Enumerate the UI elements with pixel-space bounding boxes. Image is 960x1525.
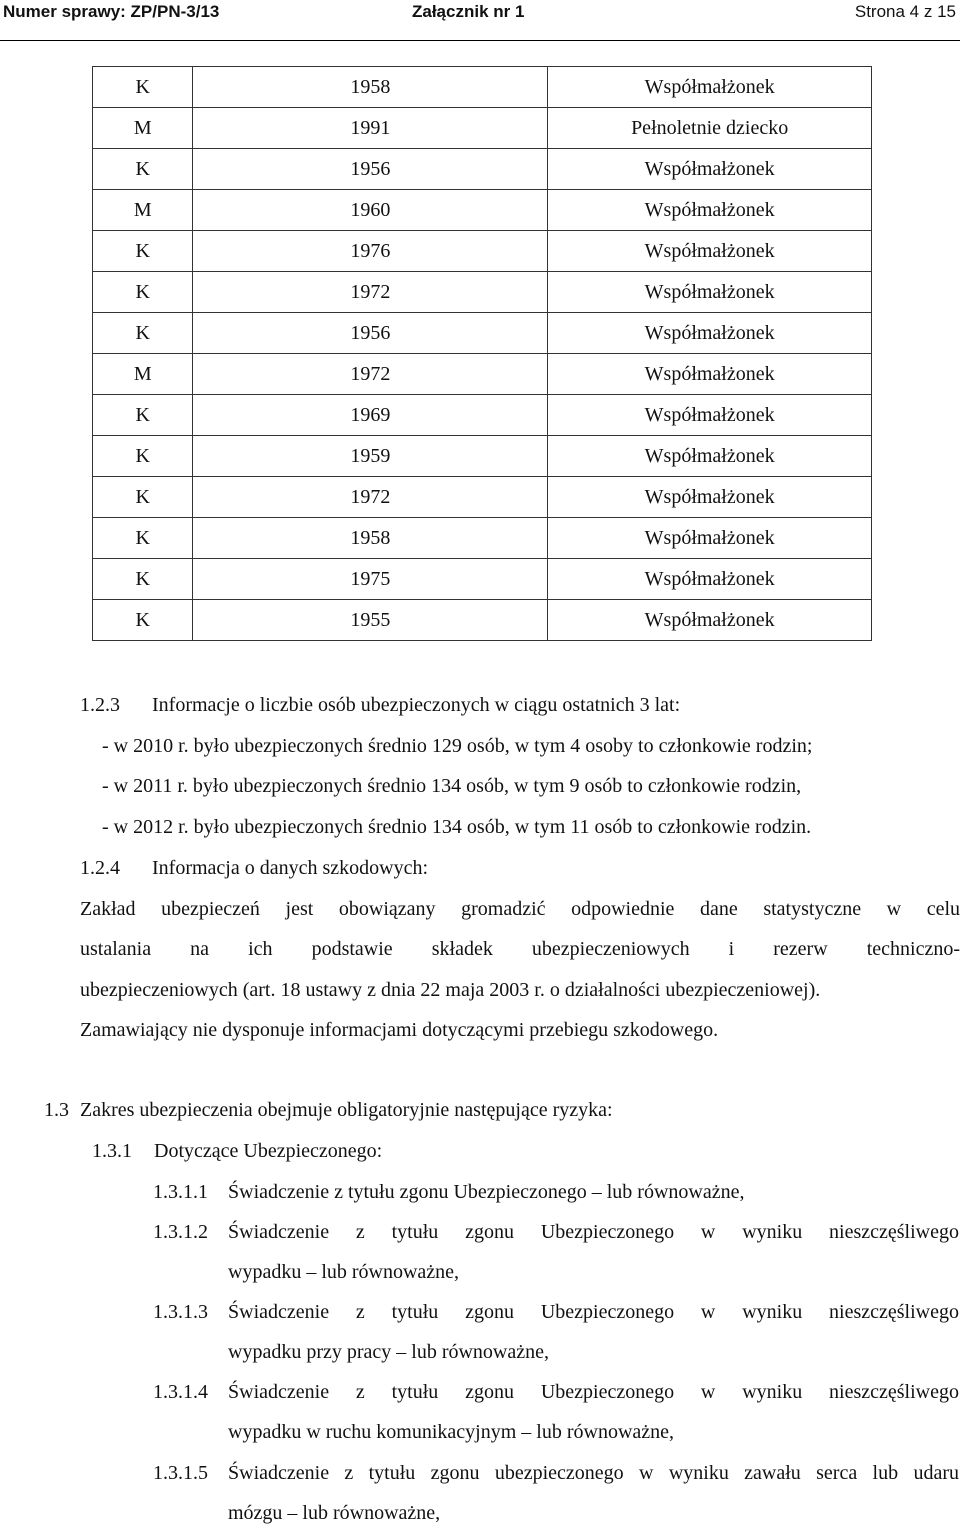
section-title: Zakres ubezpieczenia obejmuje obligatoryjnie następujące ryzyka: — [80, 1099, 613, 1121]
claims-paragraph-line-4: Zamawiający nie dysponuje informacjami dotyczącymi przebiegu szkodowego. — [80, 1019, 719, 1041]
risk-item-text-line-1: Świadczenie z tytułu zgonu Ubezpieczonego w wyniku nieszczęśliwego — [228, 1301, 959, 1323]
birth-year-cell: 1955 — [193, 600, 548, 641]
birth-year-cell: 1991 — [193, 108, 548, 149]
gender-cell: M — [93, 190, 193, 231]
section-title: Informacje o liczbie osób ubezpieczonych w ciągu ostatnich 3 lat: — [152, 694, 681, 716]
table-row — [93, 149, 872, 190]
birth-year-cell: 1958 — [193, 518, 548, 559]
page-header — [0, 0, 960, 44]
relation-cell: Współmałżonek — [548, 190, 872, 231]
section-1-2-3-heading — [80, 693, 680, 717]
section-1-3-1-heading — [92, 1139, 382, 1163]
birth-year-cell: 1960 — [193, 190, 548, 231]
birth-year-cell: 1958 — [193, 67, 548, 108]
claims-paragraph-line-1: Zakład ubezpieczeń jest obowiązany gromadzić odpowiednie dane statystyczne w celu — [80, 898, 960, 920]
relation-cell: Współmałżonek — [548, 354, 872, 395]
section-1-3-heading — [44, 1098, 613, 1122]
relation-cell: Współmałżonek — [548, 272, 872, 313]
birth-year-cell: 1976 — [193, 231, 548, 272]
risk-item-number: 1.3.1.3 — [153, 1301, 208, 1323]
birth-year-cell: 1956 — [193, 313, 548, 354]
risk-item-text-line-2: wypadku przy pracy – lub równoważne, — [228, 1341, 550, 1363]
gender-cell: K — [93, 272, 193, 313]
relation-cell: Pełnoletnie dziecko — [548, 108, 872, 149]
table-row — [93, 477, 872, 518]
insured-members-table — [92, 66, 872, 641]
risk-item-number: 1.3.1.1 — [153, 1181, 208, 1203]
gender-cell: K — [93, 231, 193, 272]
table-row — [93, 67, 872, 108]
gender-cell: K — [93, 559, 193, 600]
gender-cell: K — [93, 395, 193, 436]
insured-count-2012: - w 2012 r. było ubezpieczonych średnio 134 osób, w tym 11 osób to członkowie rodzin. — [102, 816, 812, 838]
gender-cell: K — [93, 477, 193, 518]
relation-cell: Współmałżonek — [548, 436, 872, 477]
gender-cell: M — [93, 108, 193, 149]
table-row — [93, 108, 872, 149]
risk-item-number: 1.3.1.5 — [153, 1462, 208, 1484]
gender-cell: K — [93, 600, 193, 641]
risk-item-text-line-2: wypadku w ruchu komunikacyjnym – lub równoważne, — [228, 1421, 675, 1443]
insured-count-2010: - w 2010 r. było ubezpieczonych średnio 129 osób, w tym 4 osoby to członkowie rodzin; — [102, 735, 813, 757]
section-1-2-4-heading — [80, 856, 428, 880]
risk-item-text-line-1: Świadczenie z tytułu zgonu ubezpieczonego w wyniku zawału serca lub udaru — [228, 1462, 959, 1484]
table-row — [93, 518, 872, 559]
relation-cell: Współmałżonek — [548, 600, 872, 641]
claims-paragraph-line-3: ubezpieczeniowych (art. 18 ustawy z dnia 22 maja 2003 r. o działalności ubezpieczeniowej). — [80, 979, 821, 1001]
birth-year-cell: 1972 — [193, 477, 548, 518]
relation-cell: Współmałżonek — [548, 477, 872, 518]
relation-cell: Współmałżonek — [548, 67, 872, 108]
header-rule — [0, 40, 960, 41]
section-number: 1.2.4 — [80, 857, 120, 879]
birth-year-cell: 1956 — [193, 149, 548, 190]
risk-item-text-line-1: Świadczenie z tytułu zgonu Ubezpieczonego w wyniku nieszczęśliwego — [228, 1221, 959, 1243]
table-row — [93, 313, 872, 354]
section-number: 1.3.1 — [92, 1140, 132, 1162]
risk-item-number: 1.3.1.2 — [153, 1221, 208, 1243]
relation-cell: Współmałżonek — [548, 559, 872, 600]
table-row — [93, 354, 872, 395]
table-row — [93, 190, 872, 231]
relation-cell: Współmałżonek — [548, 395, 872, 436]
relation-cell: Współmałżonek — [548, 231, 872, 272]
risk-item-number: 1.3.1.4 — [153, 1381, 208, 1403]
claims-paragraph-line-2: ustalania na ich podstawie składek ubezpieczeniowych i rezerw techniczno- — [80, 938, 960, 960]
gender-cell: K — [93, 313, 193, 354]
section-number: 1.2.3 — [80, 694, 120, 716]
table-row — [93, 395, 872, 436]
gender-cell: K — [93, 518, 193, 559]
section-title: Informacja o danych szkodowych: — [152, 857, 429, 879]
birth-year-cell: 1969 — [193, 395, 548, 436]
birth-year-cell: 1972 — [193, 354, 548, 395]
birth-year-cell: 1972 — [193, 272, 548, 313]
gender-cell: K — [93, 149, 193, 190]
case-number: Numer sprawy: ZP/PN-3/13 — [3, 2, 220, 21]
insured-count-2011: - w 2011 r. było ubezpieczonych średnio 134 osób, w tym 9 osób to członkowie rodzin, — [102, 775, 802, 797]
risk-item-text-line-1: Świadczenie z tytułu zgonu Ubezpieczonego w wyniku nieszczęśliwego — [228, 1381, 959, 1403]
birth-year-cell: 1959 — [193, 436, 548, 477]
gender-cell: K — [93, 67, 193, 108]
table-row — [93, 231, 872, 272]
gender-cell: K — [93, 436, 193, 477]
table-row — [93, 600, 872, 641]
risk-item-text-line-2: mózgu – lub równoważne, — [228, 1502, 441, 1524]
relation-cell: Współmałżonek — [548, 518, 872, 559]
section-number: 1.3 — [44, 1099, 69, 1121]
table-row — [93, 272, 872, 313]
table-row — [93, 559, 872, 600]
birth-year-cell: 1975 — [193, 559, 548, 600]
gender-cell: M — [93, 354, 193, 395]
relation-cell: Współmałżonek — [548, 313, 872, 354]
section-title: Dotyczące Ubezpieczonego: — [154, 1140, 383, 1162]
attachment-label: Załącznik nr 1 — [412, 2, 525, 21]
table-row — [93, 436, 872, 477]
risk-item-text-line-2: wypadku – lub równoważne, — [228, 1261, 460, 1283]
risk-item-text-line-1: Świadczenie z tytułu zgonu Ubezpieczonego – lub równoważne, — [228, 1181, 745, 1203]
page-number: Strona 4 z 15 — [854, 2, 956, 21]
relation-cell: Współmałżonek — [548, 149, 872, 190]
